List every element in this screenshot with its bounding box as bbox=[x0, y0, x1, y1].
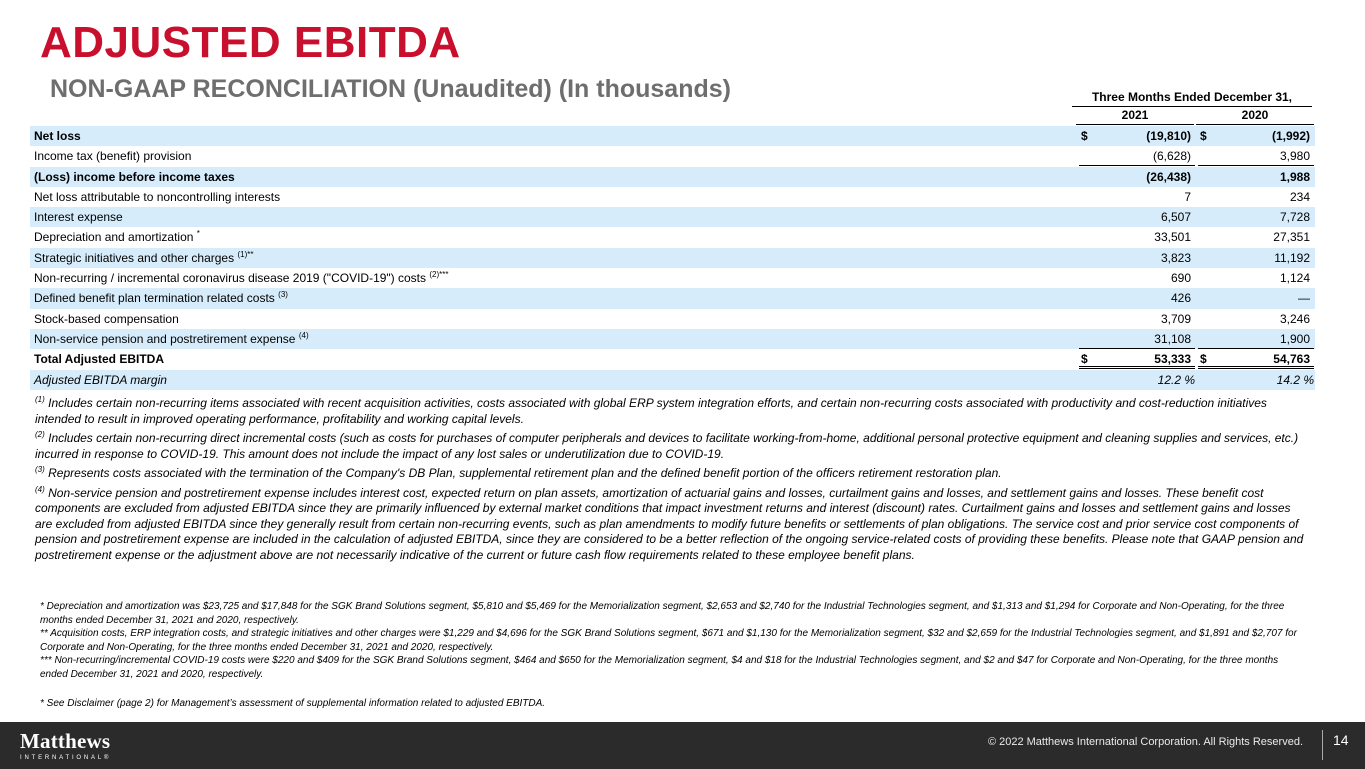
footnote-marker: (1)** bbox=[237, 249, 254, 259]
note-1: $^{(1)}$ Includes certain non-recurring items associated with recent acquisition activities, costs associated with global ERP system integration efforts, and certain non-recurring costs associated with productivity and cost-reduction initiatives intended to result in improved operating performance, profitability and working capital levels. bbox=[35, 395, 1267, 426]
value-2021: 426 bbox=[1170, 291, 1191, 306]
row-label: Adjusted EBITDA margin bbox=[34, 372, 167, 387]
value-2020: 54,763 bbox=[1273, 352, 1310, 367]
footnote-marker: (3) bbox=[278, 290, 288, 300]
value-2020: 3,246 bbox=[1279, 311, 1310, 326]
cell-2021 bbox=[1079, 167, 1195, 187]
page-number: 14 bbox=[1333, 732, 1349, 748]
year-header-2021: 2021 bbox=[1076, 108, 1194, 125]
cell-2020 bbox=[1198, 227, 1314, 247]
cell-2021 bbox=[1079, 227, 1195, 247]
logo-name: Matthews bbox=[20, 729, 111, 753]
reconciliation-table bbox=[30, 126, 1315, 390]
table-row bbox=[30, 167, 1315, 187]
value-2020: 234 bbox=[1289, 189, 1310, 204]
value-2021: 6,507 bbox=[1160, 210, 1191, 225]
cell-2020 bbox=[1198, 187, 1314, 207]
footnote-marker: * bbox=[196, 229, 200, 239]
cell-2021 bbox=[1079, 187, 1195, 207]
note-2: $^{(2)}$ Includes certain non-recurring direct incremental costs (such as costs for purchases of computer peripherals and devices to facilitate working-from-home, additional personal protective equipment and cleaning supplies and services, etc.) incurred in response to COVID-19. This amount does not include the impact of any lost sales or underutilization due to COVID-19. bbox=[35, 430, 1299, 461]
cell-2020 bbox=[1198, 248, 1314, 268]
cell-2020 bbox=[1198, 309, 1314, 329]
value-2020: 1,124 bbox=[1279, 271, 1310, 286]
value-2021: 12.2 % bbox=[1157, 372, 1195, 387]
value-2021: 3,823 bbox=[1160, 250, 1191, 265]
cell-2021 bbox=[1079, 370, 1195, 390]
table-row bbox=[30, 207, 1315, 227]
value-2020: 1,988 bbox=[1279, 169, 1310, 184]
footer-bar bbox=[0, 722, 1365, 769]
cell-2021 bbox=[1079, 268, 1195, 288]
value-2020: 7,728 bbox=[1279, 210, 1310, 225]
value-2021: 7 bbox=[1184, 189, 1191, 204]
cell-2020 bbox=[1198, 349, 1314, 369]
cell-2021 bbox=[1079, 329, 1195, 349]
row-label: Total Adjusted EBITDA bbox=[34, 352, 164, 367]
value-2021: 3,709 bbox=[1160, 311, 1191, 326]
cell-2021 bbox=[1079, 146, 1195, 166]
currency-symbol: $ bbox=[1081, 352, 1088, 367]
table-row bbox=[30, 370, 1315, 390]
row-label: Non-recurring / incremental coronavirus disease 2019 ("COVID-19") costs $^{(2)***}$ bbox=[34, 270, 449, 286]
value-2020: 3,980 bbox=[1279, 149, 1310, 164]
footnotes-section bbox=[40, 600, 1305, 681]
row-label: Stock-based compensation bbox=[34, 311, 179, 326]
row-label: Income tax (benefit) provision bbox=[34, 149, 192, 164]
page-subtitle: NON-GAAP RECONCILIATION (Unaudited) (In thousands) bbox=[50, 75, 731, 103]
company-logo bbox=[20, 729, 111, 761]
footer-divider bbox=[1322, 730, 1323, 760]
value-2020: — bbox=[1298, 291, 1310, 306]
row-label: Strategic initiatives and other charges $^{(1)**}$ bbox=[34, 249, 254, 265]
footnote-depreciation: * Depreciation and amortization was $23,725 and $17,848 for the SGK Brand Solutions segment, $5,810 and $5,469 for the Memorialization segment, $2,653 and $2,740 for the Industrial Technologies segment, and $1,313 and $1,294 for Corporate and Non-Operating, for the three months ended December 31, 2021 and 2020, respectively. bbox=[40, 601, 1285, 626]
cell-2021 bbox=[1079, 349, 1195, 369]
cell-2020 bbox=[1198, 268, 1314, 288]
row-label: Net loss bbox=[34, 129, 81, 143]
table-row bbox=[30, 288, 1315, 308]
table-row bbox=[30, 227, 1315, 247]
year-header-2020: 2020 bbox=[1196, 108, 1314, 125]
cell-2020 bbox=[1198, 288, 1314, 308]
row-label: Non-service pension and postretirement expense $^{(4)}$ bbox=[34, 330, 309, 346]
value-2021: (19,810) bbox=[1146, 129, 1191, 143]
table-row bbox=[30, 187, 1315, 207]
row-label: (Loss) income before income taxes bbox=[34, 169, 235, 184]
table-row bbox=[30, 146, 1315, 166]
logo-subtitle: INTERNATIONAL® bbox=[20, 755, 112, 761]
value-2020: 11,192 bbox=[1274, 250, 1310, 265]
row-label: Defined benefit plan termination related costs $^{(3)}$ bbox=[34, 290, 288, 306]
notes-section bbox=[35, 396, 1305, 567]
value-2021: (6,628) bbox=[1152, 149, 1191, 164]
cell-2020 bbox=[1198, 126, 1314, 146]
cell-2020 bbox=[1198, 370, 1314, 390]
footnote-covid: *** Non-recurring/incremental COVID-19 costs were $220 and $409 for the SGK Brand Solutions segment, $464 and $650 for the Memorialization segment, $4 and $18 for the Industrial Technologies segment, and $2 and $47 for Corporate and Non-Operating, for the three months ended December 31, 2021 and 2020, respectively. bbox=[40, 655, 1279, 680]
cell-2020 bbox=[1198, 167, 1314, 187]
value-2021: 33,501 bbox=[1154, 230, 1191, 245]
copyright-text: © 2022 Matthews International Corporation. All Rights Reserved. bbox=[987, 736, 1303, 748]
table-row bbox=[30, 309, 1315, 329]
note-3: $^{(3)}$ Represents costs associated with the termination of the Company's DB Plan, supplemental retirement plan and the defined benefit portion of the officers retirement restoration plan. bbox=[35, 465, 1002, 480]
cell-2021 bbox=[1079, 309, 1195, 329]
value-2021: 31,108 bbox=[1154, 331, 1191, 346]
period-header: Three Months Ended December 31, bbox=[1072, 90, 1312, 107]
footnote-marker: (2)*** bbox=[429, 270, 449, 280]
disclaimer-note: * See Disclaimer (page 2) for Management’s assessment of supplemental information related to adjusted EBITDA. bbox=[40, 698, 546, 709]
value-2021: 53,333 bbox=[1154, 352, 1191, 367]
table-row bbox=[30, 268, 1315, 288]
cell-2020 bbox=[1198, 329, 1314, 349]
cell-2020 bbox=[1198, 207, 1314, 227]
row-label: Net loss attributable to noncontrolling interests bbox=[34, 189, 281, 204]
value-2020: 1,900 bbox=[1279, 331, 1310, 346]
table-row bbox=[30, 349, 1315, 369]
value-2021: 690 bbox=[1170, 271, 1191, 286]
cell-2021 bbox=[1079, 248, 1195, 268]
currency-symbol: $ bbox=[1081, 129, 1088, 143]
row-label: Depreciation and amortization * bbox=[34, 229, 200, 245]
table-row bbox=[30, 126, 1315, 146]
footnote-acquisition: ** Acquisition costs, ERP integration costs, and strategic initiatives and other charges were $1,229 and $4,696 for the SGK Brand Solutions segment, $671 and $1,130 for the Memorialization segment, $32 and $2,659 for the Industrial Technologies segment, and $1,891 and $2,707 for Corporate and Non-Operating, for the three months ended December 31, 2021 and 2020, respectively. bbox=[40, 628, 1297, 653]
cell-2021 bbox=[1079, 207, 1195, 227]
table-row bbox=[30, 248, 1315, 268]
note-4: $^{(4)}$ Non-service pension and postretirement expense includes interest cost, expected return on plan assets, amortization of actuarial gains and losses, curtailment gains and losses, and settlement gains and losses. These benefit cost components are excluded from adjusted EBITDA since they are primarily influenced by external market conditions that impact investment returns and interest (discount) rates. Curtailment gains and losses and settlement gains and losses are excluded from adjusted EBITDA since they generally result from certain non-recurring events, such as plan amendments to modify future benefits or settlements of plan obligations. The service cost and prior service cost components of pension and postretirement expense are included in the calculation of adjusted EBITDA, since they are considered to be a better reflection of the ongoing service-related costs of providing these benefits. Please note that GAAP pension and postretirement expense or the adjustment above are not necessarily indicative of the current or future cash flow requirements related to these employee benefit plans. bbox=[35, 484, 1304, 562]
table-row bbox=[30, 329, 1315, 349]
value-2021: (26,438) bbox=[1146, 169, 1191, 184]
row-label: Interest expense bbox=[34, 210, 123, 225]
page-title: ADJUSTED EBITDA bbox=[40, 18, 461, 67]
value-2020: (1,992) bbox=[1271, 129, 1310, 143]
value-2020: 27,351 bbox=[1273, 230, 1310, 245]
cell-2020 bbox=[1198, 146, 1314, 166]
footnote-marker: (4) bbox=[298, 330, 309, 340]
value-2020: 14.2 % bbox=[1276, 372, 1314, 387]
currency-symbol: $ bbox=[1200, 129, 1207, 143]
cell-2021 bbox=[1079, 126, 1195, 146]
currency-symbol: $ bbox=[1200, 352, 1207, 367]
cell-2021 bbox=[1079, 288, 1195, 308]
